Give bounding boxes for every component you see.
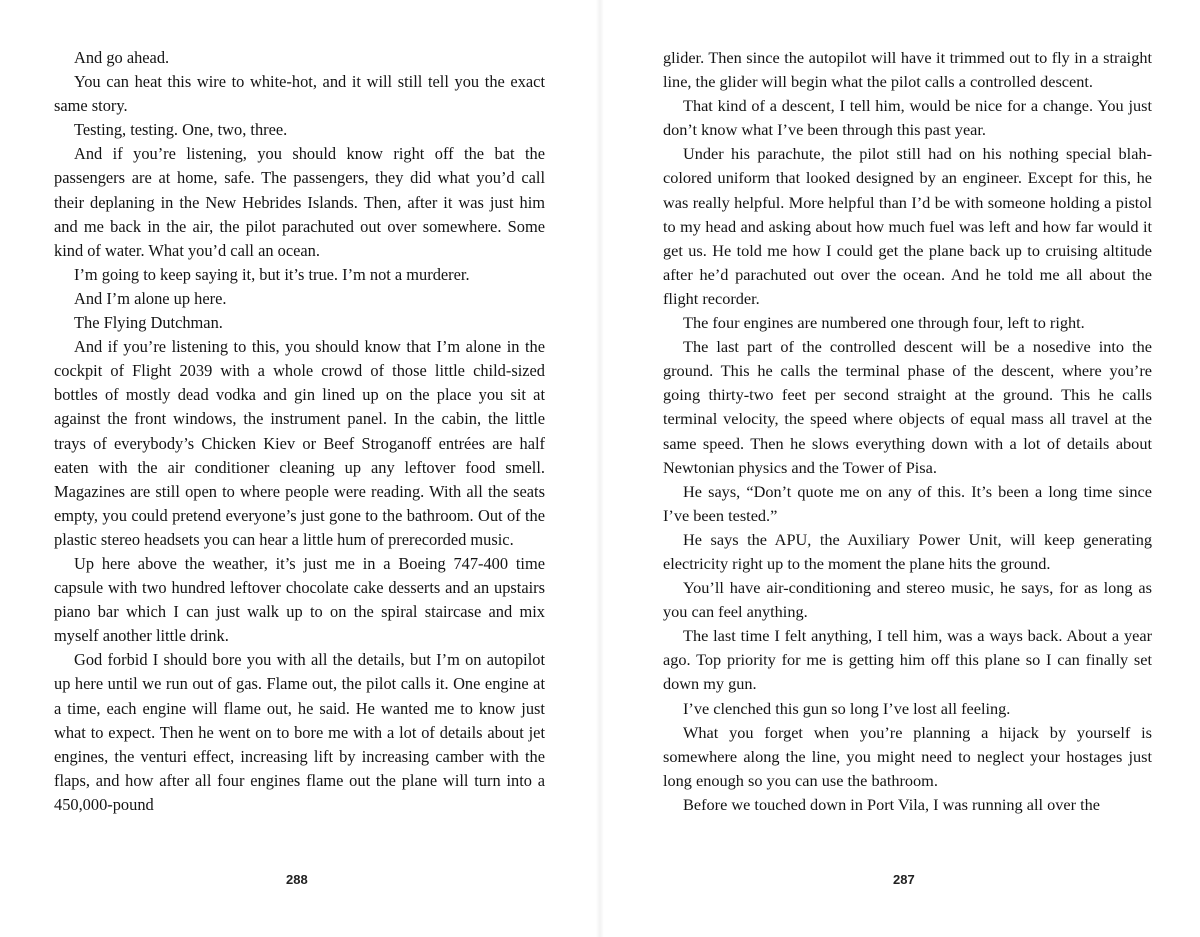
paragraph: And if you’re listening, you should know right off the bat the passengers are at home, safe. The passengers, they did what you’d call their deplaning in the New Hebrides Islands. Then, after it was just him and me back in the air, the pilot parachuted out over somewhere. Some kind of water. What you’d call an ocean. <box>54 144 545 260</box>
right-page <box>600 0 1200 937</box>
paragraph: What you forget when you’re planning a hijack by yourself is somewhere along the line, you might need to neglect your hostages just long enough so you can use the bathroom. <box>663 722 1152 790</box>
paragraph: God forbid I should bore you with all the details, but I’m on autopilot up here until we run out of gas. Flame out, the pilot calls it. One engine at a time, each engine will flame out, he said. He wanted me to know just what to expect. Then he went on to bore me with a lot of details about jet engines, the venturi effect, increasing lift by increasing camber with the flaps, and how after all four engines flame out the plane will turn into a 450,000-pound <box>54 650 545 814</box>
paragraph: I’ve clenched this gun so long I’ve lost all feeling. <box>683 698 1011 718</box>
paragraph: That kind of a descent, I tell him, would be nice for a change. You just don’t know what I’ve been through this past year. <box>663 96 1152 140</box>
paragraph: glider. Then since the autopilot will have it trimmed out to fly in a straight line, the glider will begin what the pilot calls a controlled descent. <box>663 48 1152 92</box>
paragraph: Testing, testing. One, two, three. <box>74 120 288 140</box>
paragraph: Up here above the weather, it’s just me in a Boeing 747-400 time capsule with two hundred leftover chocolate cake desserts and an upstairs piano bar which I can just walk up to on the spiral staircase and mix myself another little drink. <box>54 553 545 646</box>
paragraph: And if you’re listening to this, you should know that I’m alone in the cockpit of Flight 2039 with a whole crowd of those little child-sized bottles of mostly dead vodka and gin lined up on the place you sit at against the front windows, the instrument panel. In the cabin, the little trays of everybody’s Chicken Kiev or Beef Stroganoff entrées are half eaten with the air conditioner cleaning up any leftover food smell. Magazines are still open to where people were reading. With all the seats empty, you could pretend everyone’s just gone to the bathroom. Out of the plastic stereo headsets you can hear a little hum of prerecorded music. <box>54 337 545 549</box>
paragraph: I’m going to keep saying it, but it’s true. I’m not a murderer. <box>74 264 470 284</box>
page-number: 287 <box>893 872 915 887</box>
paragraph: The four engines are numbered one through four, left to right. <box>683 313 1085 333</box>
right-page-text <box>663 46 1152 817</box>
paragraph: He says the APU, the Auxiliary Power Unit, will keep generating electricity right up to the moment the plane hits the ground. <box>663 529 1152 573</box>
page-number: 288 <box>286 872 308 887</box>
paragraph: You’ll have air-conditioning and stereo music, he says, for as long as you can feel anything. <box>663 578 1152 622</box>
paragraph: Before we touched down in Port Vila, I was running all over the <box>683 794 1100 814</box>
paragraph: Under his parachute, the pilot still had on his nothing special blah-colored uniform that looked designed by an engineer. Except for this, he was really helpful. More helpful than I’d be with someone holding a pistol to my head and asking about how much fuel was left and how far would it get us. He told me how I could get the plane back up to cruising altitude after he’d parachuted out over the ocean. And he told me all about the flight recorder. <box>663 144 1152 308</box>
left-page-text <box>54 46 545 817</box>
paragraph: And go ahead. <box>74 48 170 67</box>
paragraph: The last part of the controlled descent will be a nosedive into the ground. This he calls the terminal phase of the descent, where you’re going thirty-two feet per second straight at the ground. This he calls terminal velocity, the speed where objects of equal mass all travel at the same speed. Then he slows everything down with a lot of details about Newtonian physics and the Tower of Pisa. <box>663 337 1152 477</box>
paragraph: And I’m alone up here. <box>74 288 227 308</box>
paragraph: The Flying Dutchman. <box>74 313 223 333</box>
paragraph: You can heat this wire to white-hot, and it will still tell you the exact same story. <box>54 72 545 116</box>
paragraph: He says, “Don’t quote me on any of this. It’s been a long time since I’ve been tested.” <box>663 481 1152 525</box>
paragraph: The last time I felt anything, I tell him, was a ways back. About a year ago. Top priority for me is getting him off this plane so I can finally set down my gun. <box>663 626 1152 694</box>
